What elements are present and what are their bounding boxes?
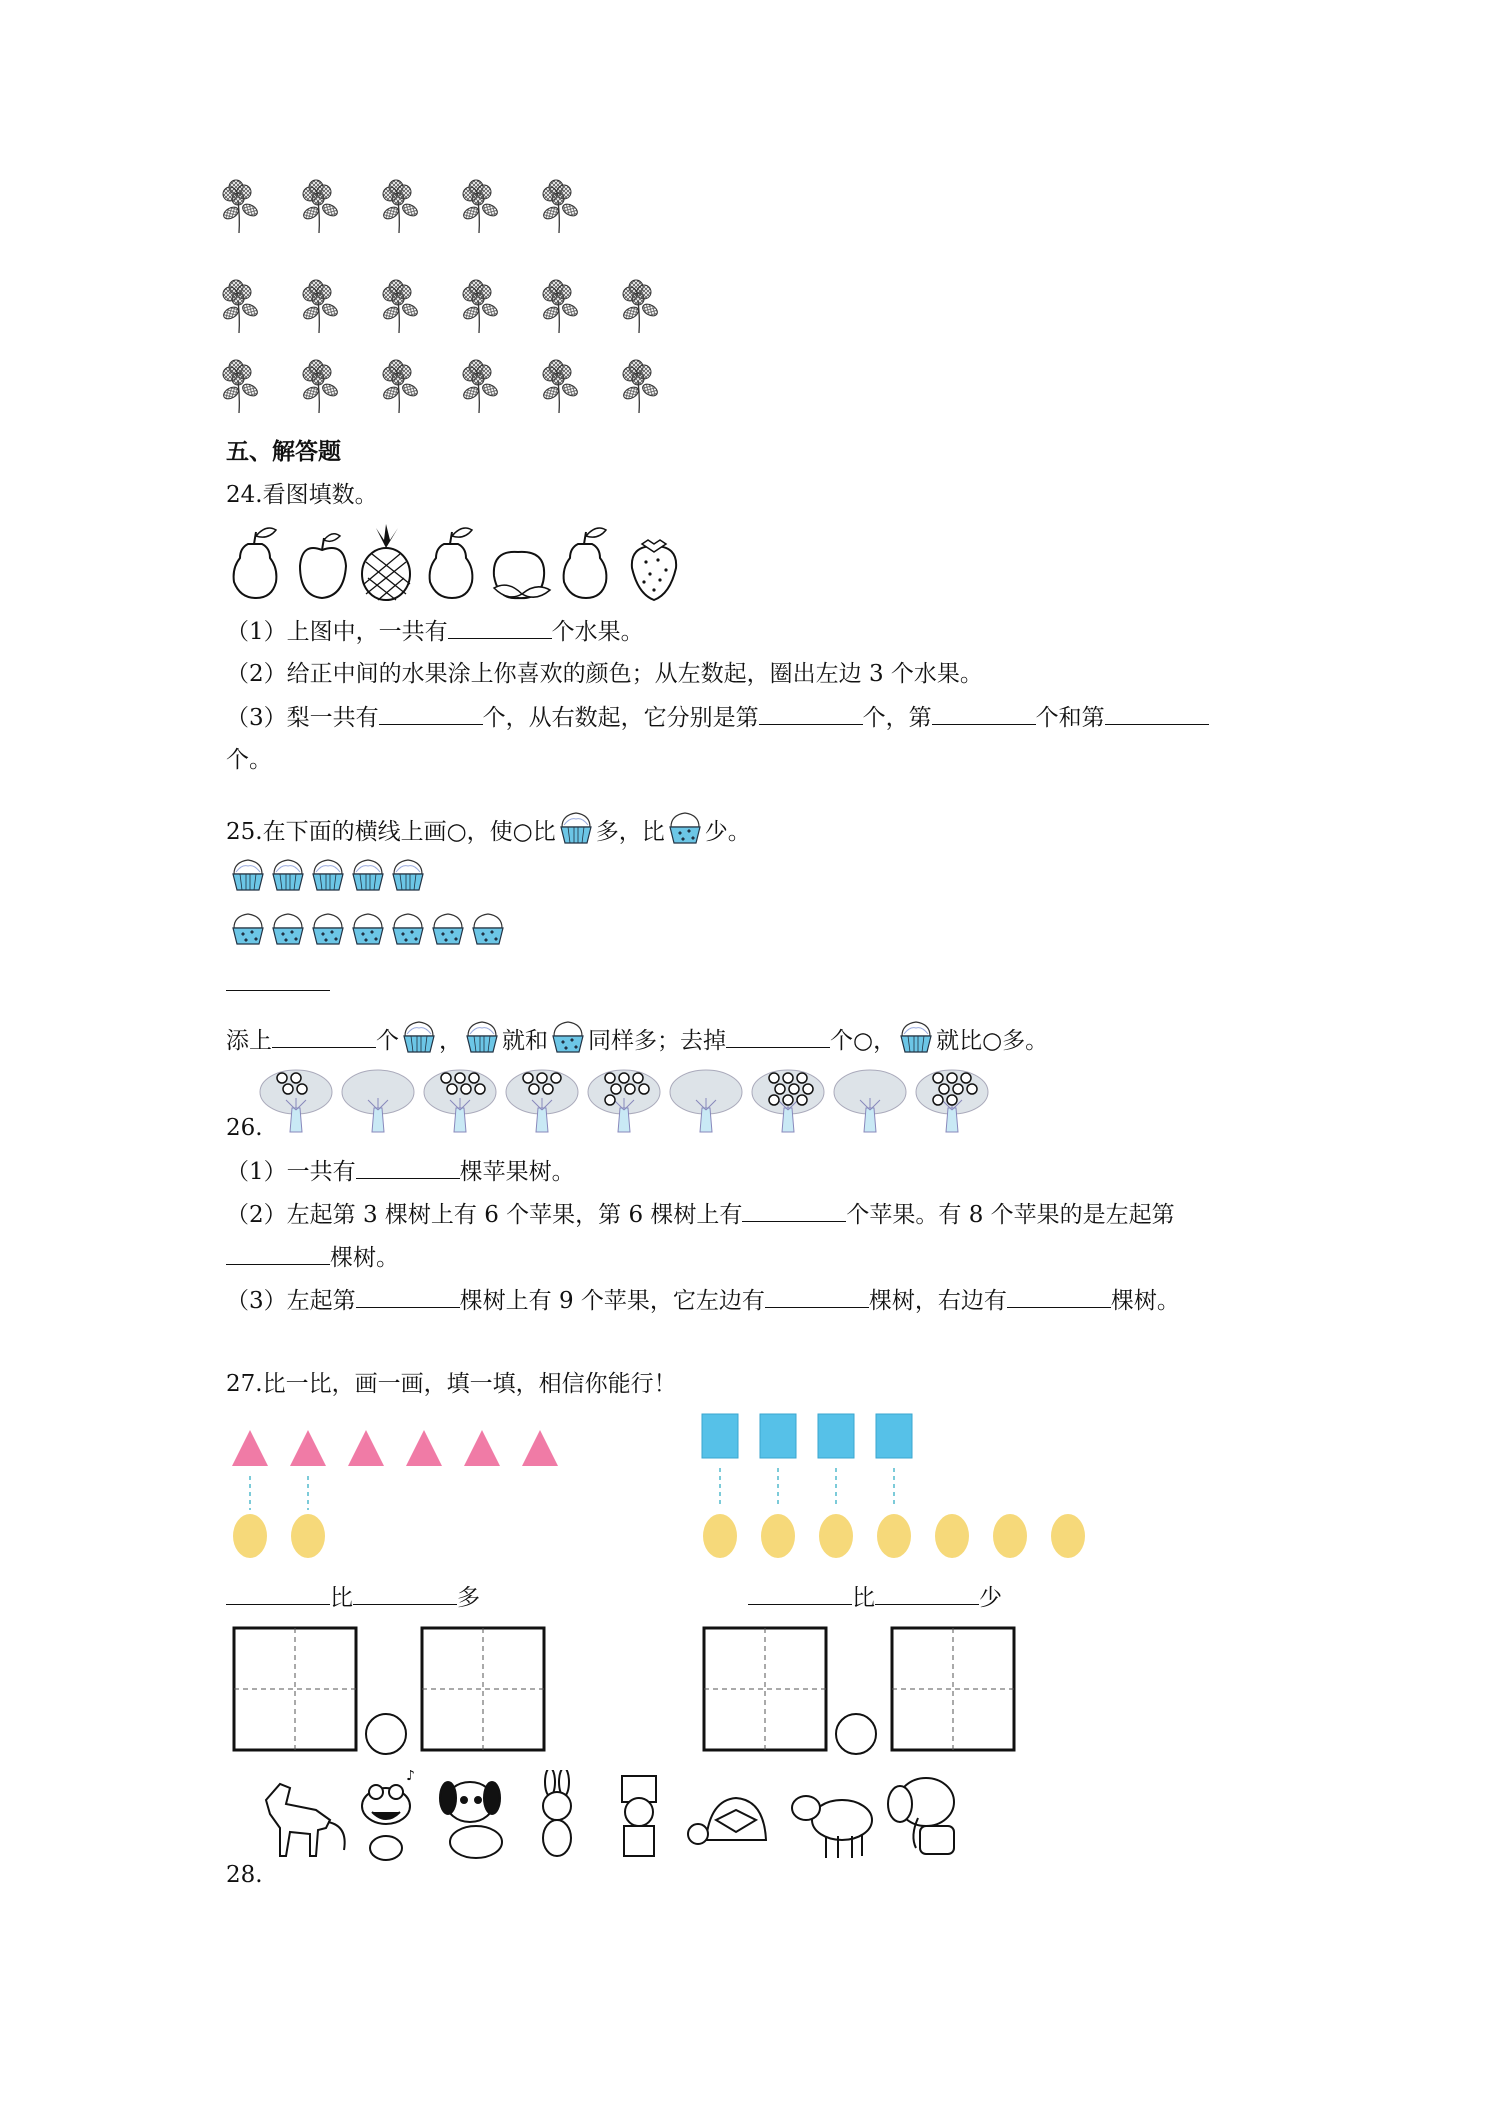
answer-blank[interactable] bbox=[1105, 702, 1209, 725]
cupcake-icon bbox=[898, 1018, 934, 1054]
frog-icon bbox=[362, 1770, 415, 1860]
oval-shape bbox=[761, 1514, 795, 1558]
cupcake-icon bbox=[464, 1018, 500, 1054]
cupcake-dotted-icon bbox=[550, 1018, 586, 1054]
apple-tree bbox=[670, 1070, 742, 1132]
apple-tree bbox=[916, 1070, 988, 1132]
cupcake-row-1 bbox=[230, 856, 440, 900]
square-shape bbox=[760, 1414, 796, 1458]
q27-left-figure bbox=[226, 1418, 586, 1572]
turtle-icon bbox=[688, 1798, 766, 1844]
apple-mark bbox=[605, 1095, 615, 1105]
q25-fill: 添上 个 ， 就和 同样多；去掉 个○， 就比○多。 bbox=[226, 1018, 1048, 1056]
apple-mark bbox=[775, 1084, 785, 1094]
apple-mark bbox=[523, 1073, 533, 1083]
apple-mark bbox=[619, 1073, 629, 1083]
answer-blank[interactable] bbox=[356, 1285, 460, 1308]
apple-mark bbox=[551, 1073, 561, 1083]
apple-tree bbox=[834, 1070, 906, 1132]
apple-mark bbox=[611, 1084, 621, 1094]
answer-blank[interactable] bbox=[226, 1582, 330, 1605]
dog-icon bbox=[440, 1782, 502, 1858]
apple-mark bbox=[455, 1073, 465, 1083]
apple-tree-row bbox=[258, 1068, 1018, 1142]
triangle-shape bbox=[464, 1430, 500, 1466]
answer-blank[interactable] bbox=[272, 1025, 376, 1048]
apple-tree bbox=[752, 1070, 824, 1132]
apple-mark bbox=[639, 1084, 649, 1094]
apple-mark bbox=[939, 1084, 949, 1094]
answer-blank[interactable] bbox=[748, 1582, 852, 1605]
apple-mark bbox=[769, 1095, 779, 1105]
apple-mark bbox=[933, 1095, 943, 1105]
triangle-shape bbox=[522, 1430, 558, 1466]
answer-blank[interactable] bbox=[1007, 1285, 1111, 1308]
apple-mark bbox=[783, 1073, 793, 1083]
apple-mark bbox=[469, 1073, 479, 1083]
fruit-row bbox=[226, 522, 696, 606]
cupcake-row-2 bbox=[230, 910, 520, 954]
clover-row-3 bbox=[222, 352, 702, 436]
q24-part3: （3）梨一共有 个，从右数起，它分别是第 个，第 个和第 bbox=[226, 702, 1209, 733]
elephant-icon bbox=[888, 1778, 954, 1854]
answer-blank[interactable] bbox=[932, 702, 1036, 725]
q24-part2: （2）给正中间的水果涂上你喜欢的颜色；从左数起，圈出左边 3 个水果。 bbox=[226, 661, 983, 687]
apple-mark bbox=[291, 1073, 301, 1083]
apple-tree bbox=[588, 1070, 660, 1132]
apple-mark bbox=[783, 1095, 793, 1105]
pear-icon bbox=[234, 528, 277, 598]
compare-circle[interactable] bbox=[836, 1714, 876, 1754]
apple-mark bbox=[967, 1084, 977, 1094]
apple-mark bbox=[283, 1084, 293, 1094]
q28-number: 28. bbox=[226, 1862, 263, 1888]
q27-stem: 27.比一比，画一画，填一填，相信你能行！ bbox=[226, 1371, 677, 1397]
apple-mark bbox=[797, 1095, 807, 1105]
horse-icon bbox=[266, 1784, 345, 1856]
triangle-shape bbox=[232, 1430, 268, 1466]
draw-line[interactable] bbox=[226, 990, 330, 991]
pear-icon bbox=[564, 528, 607, 598]
monkey-icon bbox=[622, 1776, 656, 1856]
writing-box[interactable] bbox=[892, 1628, 1014, 1750]
svg-text:♪: ♪ bbox=[406, 1770, 415, 1784]
q27-answer-boxes bbox=[232, 1626, 1032, 1770]
peach-icon bbox=[494, 552, 550, 598]
oval-shape bbox=[1051, 1514, 1085, 1558]
answer-blank[interactable] bbox=[742, 1199, 846, 1222]
rabbit-icon bbox=[543, 1770, 571, 1856]
oval-shape bbox=[935, 1514, 969, 1558]
apple-mark bbox=[769, 1073, 779, 1083]
apple-tree bbox=[424, 1070, 496, 1132]
apple-mark bbox=[461, 1084, 471, 1094]
writing-box[interactable] bbox=[234, 1628, 356, 1750]
compare-circle[interactable] bbox=[366, 1714, 406, 1754]
pear-icon bbox=[430, 528, 473, 598]
strawberry-icon bbox=[632, 540, 676, 600]
answer-blank[interactable] bbox=[765, 1285, 869, 1308]
apple-mark bbox=[933, 1073, 943, 1083]
q27-right-figure bbox=[700, 1410, 1090, 1574]
answer-blank[interactable] bbox=[875, 1582, 979, 1605]
answer-blank[interactable] bbox=[379, 702, 483, 725]
triangle-shape bbox=[290, 1430, 326, 1466]
apple-mark bbox=[543, 1084, 553, 1094]
clover-row-1 bbox=[222, 172, 622, 256]
q26-part2: （2）左起第 3 棵树上有 6 个苹果，第 6 棵树上有 个苹果。有 8 个苹果的是左起第 bbox=[226, 1199, 1175, 1230]
sheep-icon bbox=[792, 1796, 872, 1858]
q26-part1: （1）一共有 棵苹果树。 bbox=[226, 1156, 575, 1187]
oval-shape bbox=[877, 1514, 911, 1558]
answer-blank[interactable] bbox=[226, 1242, 330, 1265]
q26-part3: （3）左起第 棵树上有 9 个苹果，它左边有 棵树，右边有 棵树。 bbox=[226, 1285, 1180, 1316]
apple-mark bbox=[625, 1084, 635, 1094]
apple-mark bbox=[475, 1084, 485, 1094]
cupcake-icon bbox=[558, 809, 594, 845]
triangle-shape bbox=[406, 1430, 442, 1466]
square-shape bbox=[818, 1414, 854, 1458]
apple-mark bbox=[947, 1095, 957, 1105]
apple-mark bbox=[441, 1073, 451, 1083]
writing-box[interactable] bbox=[704, 1628, 826, 1750]
q25-stem: 25.在下面的横线上画○，使○比 多，比 少。 bbox=[226, 809, 751, 847]
answer-blank[interactable] bbox=[759, 702, 863, 725]
q24-part3-end: 个。 bbox=[226, 747, 272, 773]
apple-mark bbox=[297, 1084, 307, 1094]
apple-mark bbox=[797, 1073, 807, 1083]
q24-part1: （1）上图中，一共有 个水果。 bbox=[226, 616, 644, 647]
apple-tree bbox=[260, 1070, 332, 1132]
cupcake-icon bbox=[401, 1018, 437, 1054]
apple-mark bbox=[277, 1073, 287, 1083]
q24-stem: 24.看图填数。 bbox=[226, 482, 378, 508]
oval-shape bbox=[233, 1514, 267, 1558]
q26-part2-end: 棵树。 bbox=[226, 1242, 399, 1273]
oval-shape bbox=[703, 1514, 737, 1558]
q26-number: 26. bbox=[226, 1115, 263, 1141]
apple-mark bbox=[789, 1084, 799, 1094]
apple-mark bbox=[633, 1073, 643, 1083]
apple-mark bbox=[447, 1084, 457, 1094]
oval-shape bbox=[819, 1514, 853, 1558]
writing-box[interactable] bbox=[422, 1628, 544, 1750]
cupcake-dotted-icon bbox=[667, 809, 703, 845]
oval-shape bbox=[291, 1514, 325, 1558]
q27-left-fill: 比 多 bbox=[226, 1582, 480, 1613]
apple-mark bbox=[537, 1073, 547, 1083]
answer-blank[interactable] bbox=[356, 1156, 460, 1179]
answer-blank[interactable] bbox=[353, 1582, 457, 1605]
apple-tree bbox=[342, 1070, 414, 1132]
answer-blank[interactable] bbox=[726, 1025, 830, 1048]
section-heading: 五、解答题 bbox=[226, 439, 341, 465]
triangle-shape bbox=[348, 1430, 384, 1466]
oval-shape bbox=[993, 1514, 1027, 1558]
square-shape bbox=[876, 1414, 912, 1458]
apple-icon bbox=[300, 534, 346, 598]
apple-mark bbox=[803, 1084, 813, 1094]
pineapple-icon bbox=[362, 524, 410, 600]
apple-mark bbox=[961, 1073, 971, 1083]
clover-row-2 bbox=[222, 272, 702, 356]
answer-blank[interactable] bbox=[448, 616, 552, 639]
apple-mark bbox=[529, 1084, 539, 1094]
apple-tree bbox=[506, 1070, 578, 1132]
apple-mark bbox=[947, 1073, 957, 1083]
q27-right-fill: 比 少 bbox=[748, 1582, 1002, 1613]
apple-mark bbox=[605, 1073, 615, 1083]
square-shape bbox=[702, 1414, 738, 1458]
animal-row bbox=[256, 1770, 1056, 1874]
apple-mark bbox=[953, 1084, 963, 1094]
